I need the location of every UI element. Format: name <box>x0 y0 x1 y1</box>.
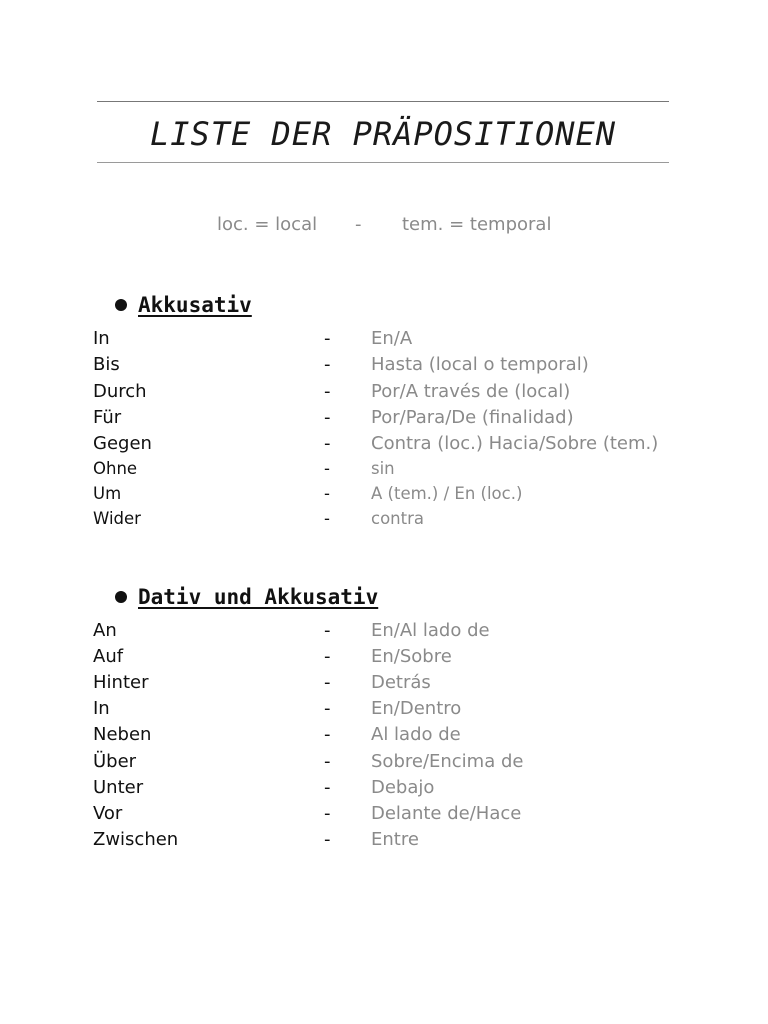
row-dash: - <box>324 803 331 824</box>
spanish-translation: En/Al lado de <box>371 620 490 641</box>
bullet-icon <box>115 591 127 603</box>
list-item <box>0 459 768 485</box>
legend-separator: - <box>355 214 362 235</box>
spanish-translation: Por/A través de (local) <box>371 381 571 402</box>
list-item <box>0 381 768 407</box>
german-preposition: Um <box>93 484 122 503</box>
list-item <box>0 646 768 672</box>
spanish-translation: Delante de/Hace <box>371 803 522 824</box>
german-preposition: Über <box>93 751 137 772</box>
list-item <box>0 803 768 829</box>
list-item <box>0 620 768 646</box>
row-dash: - <box>324 459 330 478</box>
row-dash: - <box>324 509 330 528</box>
list-item <box>0 777 768 803</box>
bullet-icon <box>115 299 127 311</box>
german-preposition: An <box>93 620 117 641</box>
list-item <box>0 509 768 535</box>
german-preposition: In <box>93 328 110 349</box>
list-item <box>0 328 768 354</box>
page-title: LISTE DER PRÄPOSITIONEN <box>149 115 617 153</box>
spanish-translation: Al lado de <box>371 724 461 745</box>
german-preposition: Unter <box>93 777 144 798</box>
row-dash: - <box>324 698 331 719</box>
row-dash: - <box>324 777 331 798</box>
list-item <box>0 698 768 724</box>
row-dash: - <box>324 328 331 349</box>
list-item <box>0 751 768 777</box>
section-heading-dativ-und-akkusativ <box>115 585 378 609</box>
german-preposition: Vor <box>93 803 123 824</box>
german-preposition: Wider <box>93 509 141 528</box>
list-item <box>0 724 768 750</box>
section-title: Akkusativ <box>138 293 252 317</box>
german-preposition: Auf <box>93 646 124 667</box>
list-item <box>0 829 768 855</box>
row-dash: - <box>324 620 331 641</box>
section-heading-akkusativ <box>115 293 252 317</box>
german-preposition: Für <box>93 407 122 428</box>
list-item <box>0 433 768 459</box>
spanish-translation: En/Sobre <box>371 646 452 667</box>
spanish-translation: En/A <box>371 328 413 349</box>
german-preposition: Neben <box>93 724 152 745</box>
row-dash: - <box>324 484 330 503</box>
row-dash: - <box>324 407 331 428</box>
row-dash: - <box>324 672 331 693</box>
german-preposition: In <box>93 698 110 719</box>
spanish-translation: Detrás <box>371 672 431 693</box>
spanish-translation: sin <box>371 459 395 478</box>
section-title: Dativ und Akkusativ <box>138 585 379 609</box>
legend-local: loc. = local <box>217 214 318 235</box>
list-item <box>0 354 768 380</box>
german-preposition: Ohne <box>93 459 138 478</box>
list-item <box>0 484 768 510</box>
spanish-translation: Por/Para/De (finalidad) <box>371 407 574 428</box>
spanish-translation: A (tem.) / En (loc.) <box>371 484 523 503</box>
title-block <box>97 101 669 163</box>
spanish-translation: Sobre/Encima de <box>371 751 524 772</box>
spanish-translation: Hasta (local o temporal) <box>371 354 589 375</box>
german-preposition: Hinter <box>93 672 149 693</box>
row-dash: - <box>324 646 331 667</box>
row-dash: - <box>324 829 331 850</box>
row-dash: - <box>324 354 331 375</box>
row-dash: - <box>324 724 331 745</box>
spanish-translation: En/Dentro <box>371 698 462 719</box>
german-preposition: Zwischen <box>93 829 179 850</box>
spanish-translation: Debajo <box>371 777 435 798</box>
legend-temporal: tem. = temporal <box>402 214 552 235</box>
german-preposition: Durch <box>93 381 147 402</box>
row-dash: - <box>324 381 331 402</box>
row-dash: - <box>324 433 331 454</box>
german-preposition: Bis <box>93 354 120 375</box>
list-item <box>0 407 768 433</box>
spanish-translation: Entre <box>371 829 419 850</box>
spanish-translation: Contra (loc.) Hacia/Sobre (tem.) <box>371 433 659 454</box>
german-preposition: Gegen <box>93 433 152 454</box>
row-dash: - <box>324 751 331 772</box>
list-item <box>0 672 768 698</box>
spanish-translation: contra <box>371 509 424 528</box>
